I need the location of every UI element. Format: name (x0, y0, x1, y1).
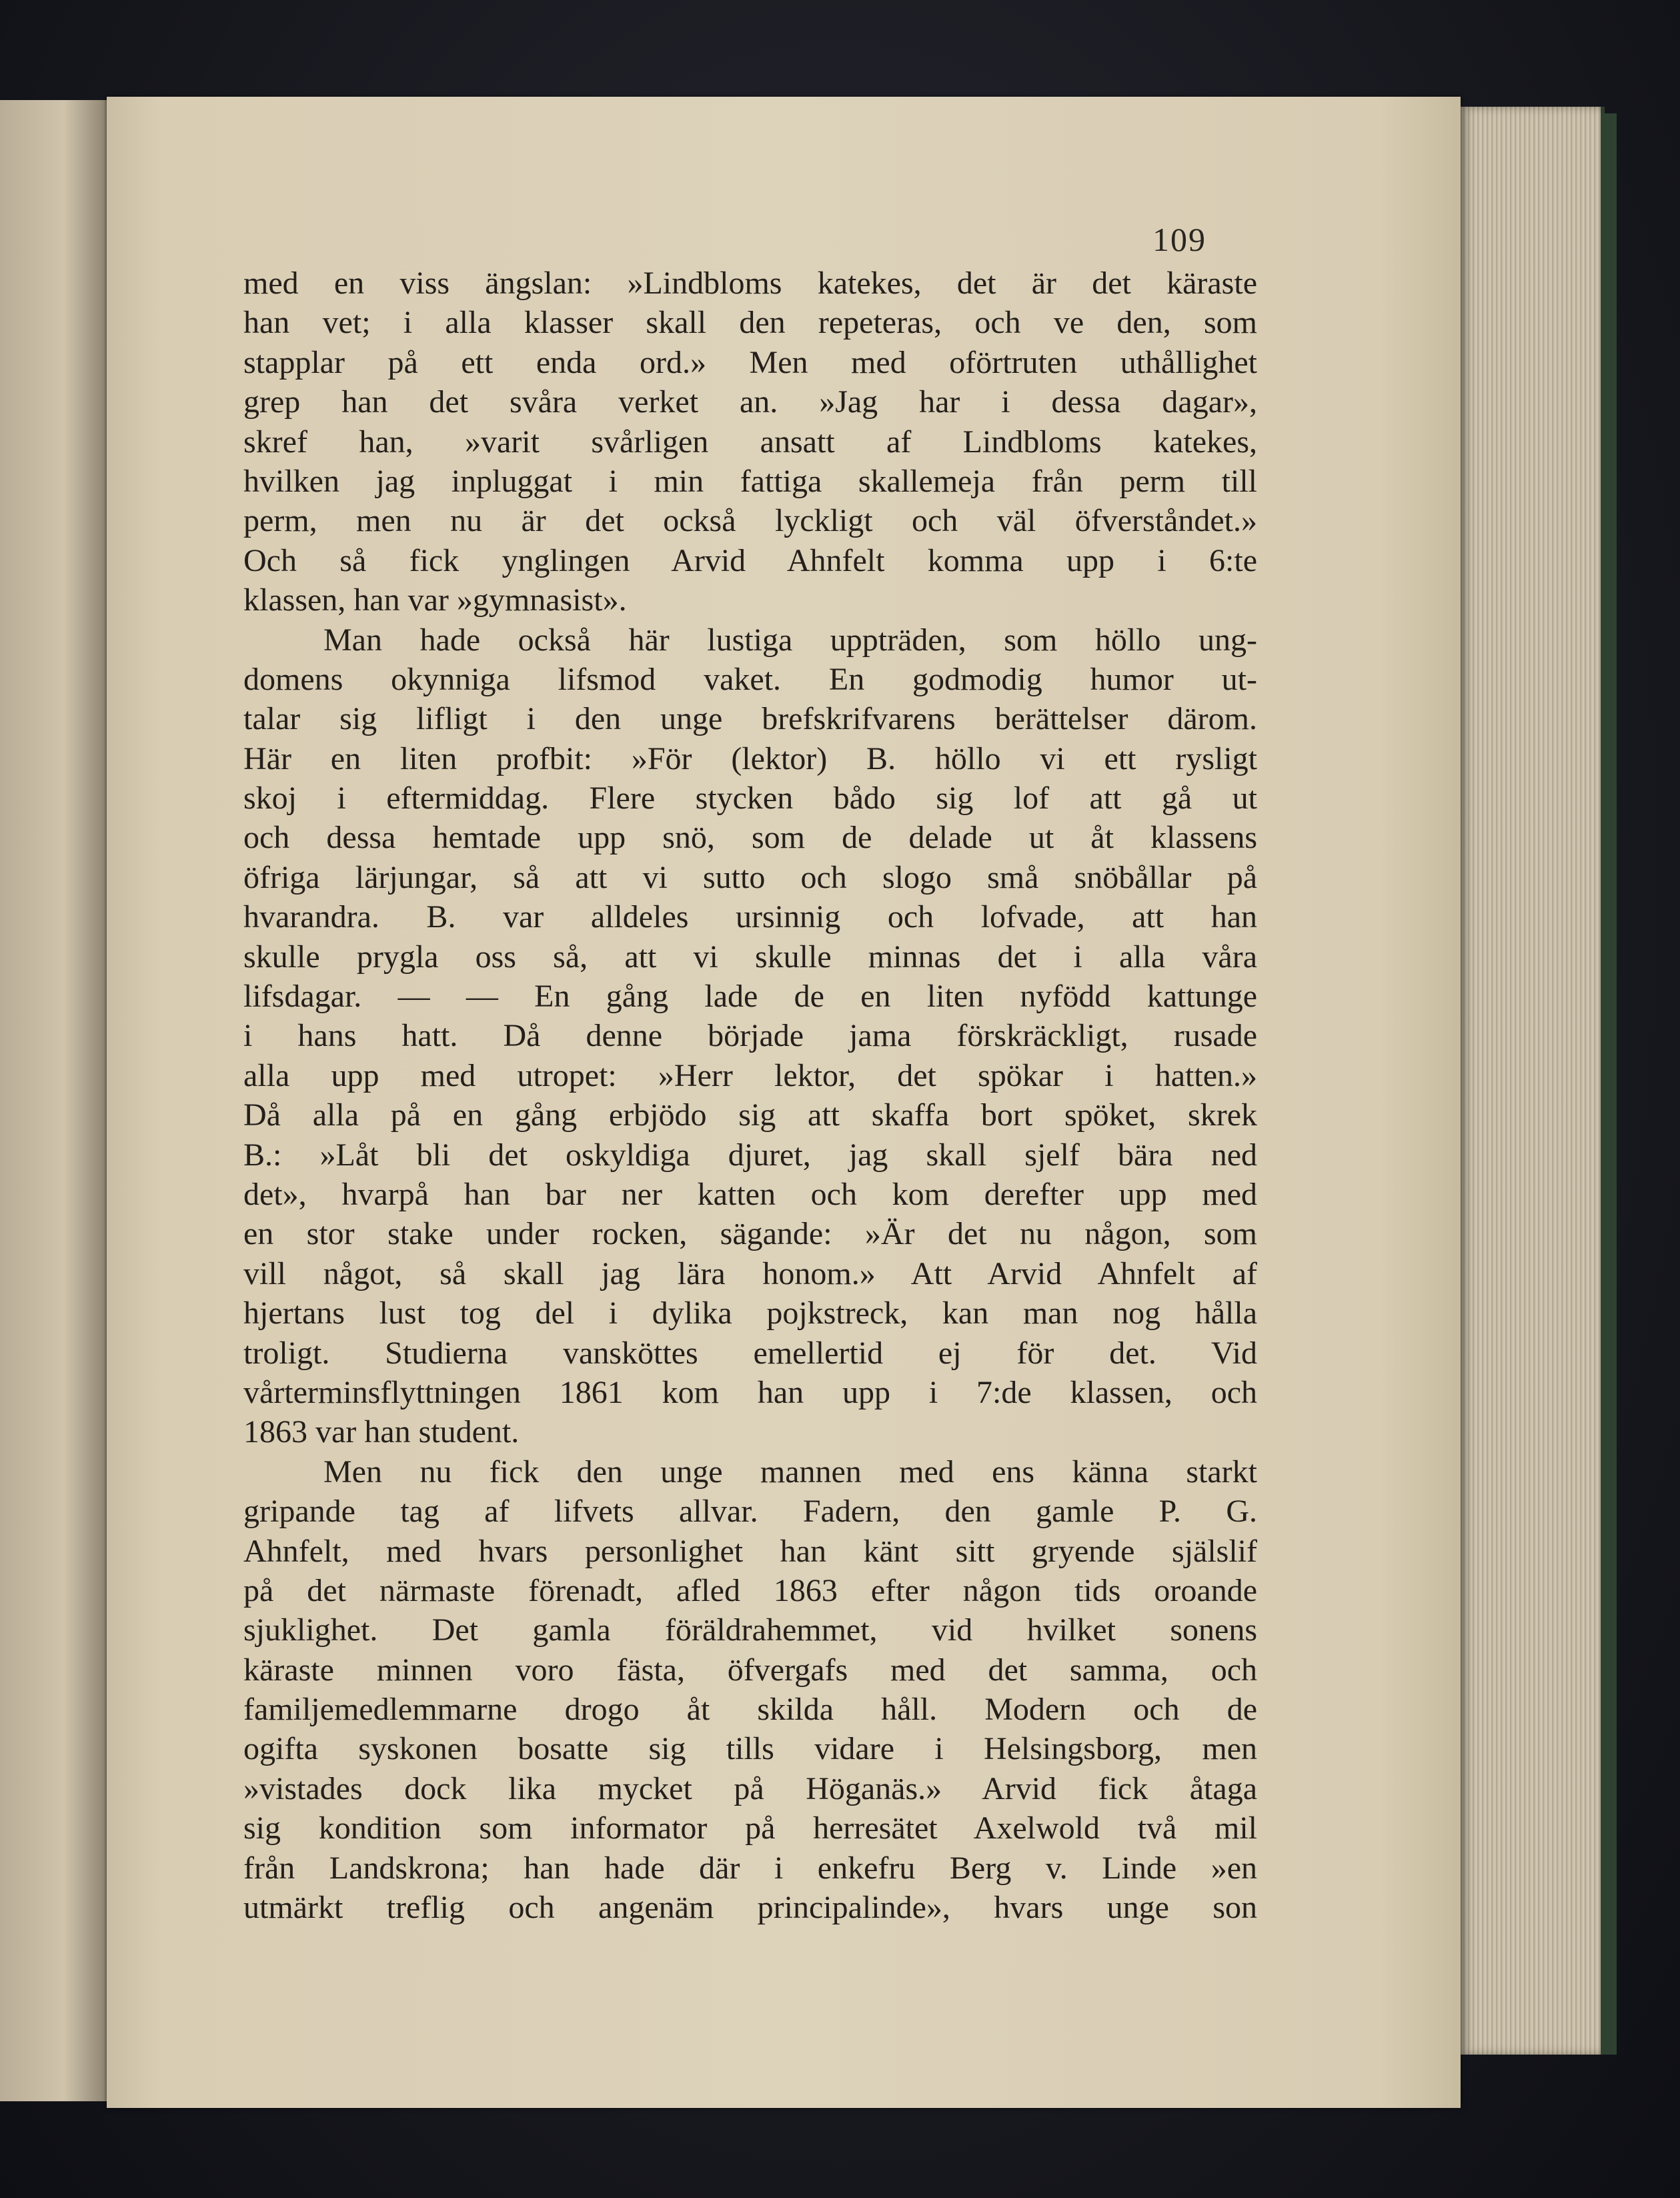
text-line: hvarandra. B. var alldeles ursinnig och lofvade, att han (243, 899, 1257, 935)
text-line: klassen, han var »gymnasist». (243, 582, 627, 618)
text-line: gripande tag af lifvets allvar. Fadern, den gamle P. G. (243, 1494, 1257, 1530)
text-line: skulle prygla oss så, att vi skulle minnas det i alla våra (243, 939, 1257, 975)
text-line: »vistades dock lika mycket på Höganäs.» Arvid fick åtaga (243, 1770, 1257, 1806)
text-line: med en viss ängslan: »Lindbloms katekes, det är det käraste (243, 265, 1257, 301)
text-line: på det närmaste förenadt, afled 1863 efter någon tids oroande (243, 1572, 1257, 1608)
text-line: skref han, »varit svårligen ansatt af Lindbloms katekes, (243, 424, 1257, 460)
text-line: lifsdagar. — — En gång lade de en liten nyfödd kattunge (243, 979, 1257, 1015)
text-line: domens okynniga lifsmod vaket. En godmodig humor ut- (243, 661, 1257, 697)
body-text (243, 263, 1257, 1927)
text-line: en stor stake under rocken, sägande: »Är det nu någon, som (243, 1216, 1257, 1252)
text-line: han vet; i alla klasser skall den repeteras, och ve den, som (243, 305, 1257, 341)
text-line: sig kondition som informator på herresätet Axelwold två mil (243, 1810, 1257, 1846)
text-line: Ahnfelt, med hvars personlighet han känt sitt gryende själslif (243, 1533, 1257, 1569)
text-line: 1863 var han student. (243, 1414, 520, 1450)
text-line: käraste minnen voro fästa, öfvergafs med det samma, och (243, 1652, 1257, 1688)
text-line: vill något, så skall jag lära honom.» Att Arvid Ahnfelt af (243, 1255, 1257, 1291)
text-line: perm, men nu är det också lyckligt och väl öfverståndet.» (243, 503, 1257, 539)
page-number: 109 (1152, 221, 1206, 258)
text-line: troligt. Studierna vansköttes emellertid ej för det. Vid (243, 1335, 1257, 1371)
text-line: Man hade också här lustiga uppträden, som höllo ung- (323, 622, 1257, 658)
text-line: vårterminsflyttningen 1861 kom han upp i 7:de klassen, och (243, 1374, 1257, 1410)
text-line: talar sig lifligt i den unge brefskrifvarens berättelser därom. (243, 701, 1257, 737)
text-line: stapplar på ett enda ord.» Men med oförtruten uthållighet (243, 344, 1257, 380)
facing-page-edge (0, 100, 109, 2101)
text-line: utmärkt treflig och angenäm principalinde», hvars unge son (243, 1890, 1257, 1926)
text-line: och dessa hemtade upp snö, som de delade ut åt klassens (243, 820, 1257, 856)
book-cover-edge (1601, 113, 1617, 2055)
text-line: skoj i eftermiddag. Flere stycken bådo sig lof att gå ut (243, 780, 1257, 816)
text-line: hjertans lust tog del i dylika pojkstreck, kan man nog hålla (243, 1295, 1257, 1331)
text-line: grep han det svåra verket an. »Jag har i dessa dagar», (243, 384, 1257, 420)
text-line: sjuklighet. Det gamla föräldrahemmet, vid hvilket sonens (243, 1612, 1257, 1648)
text-line: Och så fick ynglingen Arvid Ahnfelt komma upp i 6:te (243, 542, 1257, 578)
book-fore-edge (1461, 107, 1605, 2055)
text-line: från Landskrona; han hade där i enkefru Berg v. Linde »en (243, 1850, 1257, 1886)
text-line: det», hvarpå han bar ner katten och kom derefter upp med (243, 1176, 1257, 1212)
text-line: alla upp med utropet: »Herr lektor, det spökar i hatten.» (243, 1057, 1257, 1093)
text-line: Men nu fick den unge mannen med ens känna starkt (323, 1454, 1257, 1490)
text-line: hvilken jag inpluggat i min fattiga skallemeja från perm till (243, 463, 1257, 499)
text-line: Här en liten profbit: »För (lektor) B. höllo vi ett rysligt (243, 740, 1257, 776)
text-line: i hans hatt. Då denne började jama förskräckligt, rusade (243, 1018, 1257, 1054)
text-line: ogifta syskonen bosatte sig tills vidare i Helsingsborg, men (243, 1731, 1257, 1767)
text-line: öfriga lärjungar, så att vi sutto och slogo små snöbållar på (243, 859, 1257, 895)
text-line: familjemedlemmarne drogo åt skilda håll. Modern och de (243, 1692, 1257, 1728)
text-line: B.: »Låt bli det oskyldiga djuret, jag skall sjelf bära ned (243, 1137, 1257, 1173)
text-line: Då alla på en gång erbjödo sig att skaffa bort spöket, skrek (243, 1097, 1257, 1133)
